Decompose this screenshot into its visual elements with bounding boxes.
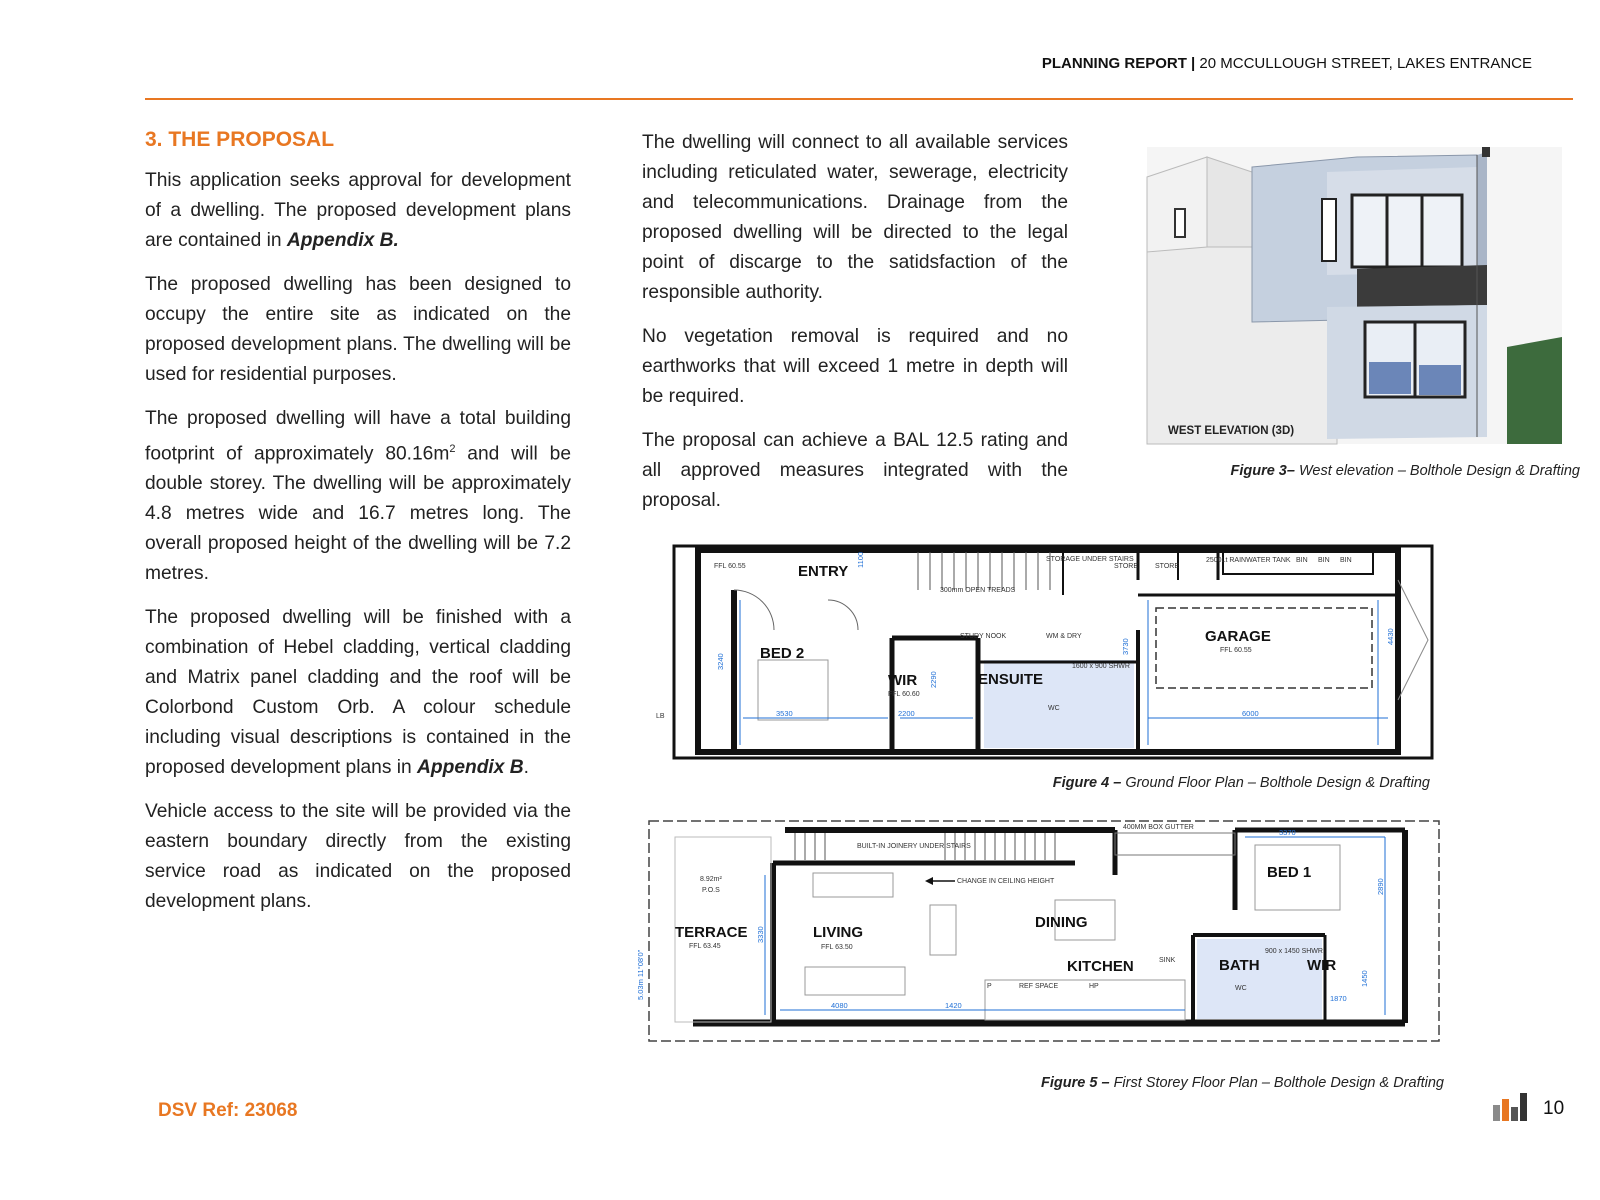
paragraph-bal-rating: The proposal can achieve a BAL 12.5 rating and all approved measures integrated with the proposal.: [642, 430, 1068, 511]
west-elevation-image: [1147, 147, 1562, 444]
bar-chart-logo-icon: [1493, 1093, 1529, 1121]
room-label-wir-upper: WIR: [1307, 957, 1337, 974]
note-ffl-terrace: FFL 63.45: [689, 943, 721, 950]
paragraph-approval: [145, 166, 571, 256]
dim-3370: 3370: [1279, 828, 1296, 837]
appendix-reference-2: Appendix B: [417, 757, 524, 779]
dim-3330: 3330: [756, 926, 765, 943]
note-shower-upper: 900 x 1450 SHWR: [1265, 948, 1323, 955]
paragraph-vegetation: No vegetation removal is required and no earthworks that will exceed 1 metre in depth will be required.: [642, 326, 1068, 407]
figure5-caption-number: Figure 5 –: [1041, 1075, 1110, 1091]
elevation-label: WEST ELEVATION (3D): [1168, 425, 1295, 437]
figure3-caption: [1230, 463, 1580, 479]
page-number: 10: [1543, 1098, 1565, 1119]
note-store-2: STORE: [1155, 563, 1179, 570]
room-label-bed1: BED 1: [1267, 864, 1312, 881]
note-pos: P.O.S: [702, 887, 720, 894]
note-open-treads: 300mm OPEN TREADS: [940, 587, 1016, 594]
note-bin-1: BIN: [1296, 557, 1308, 564]
finishes-text: The proposed dwelling will be finished with a combination of Hebel cladding, vertical cladding and Matrix panel cladding and the roof will be Colorbond Custom Orb. A colour schedule including visual descriptions is contained in the proposed development plans in: [145, 607, 571, 779]
footprint-superscript: 2: [449, 443, 456, 455]
dim-6000: 6000: [1242, 709, 1259, 718]
dim-3530: 3530: [776, 709, 793, 718]
paragraph-vehicle-access: Vehicle access to the site will be provided via the eastern boundary directly from the existing service road as indicated on the proposed development plans.: [145, 801, 571, 913]
room-label-living: LIVING: [813, 924, 864, 941]
footprint-text-a: The proposed dwelling will have a total building footprint of approximately 80.16m: [145, 408, 571, 465]
room-label-bed2: BED 2: [760, 645, 805, 662]
note-ref-space: REF SPACE: [1019, 983, 1059, 990]
room-label-ensuite: ENSUITE: [978, 671, 1044, 688]
note-pos-area: 8.92m²: [700, 876, 722, 883]
note-wc: WC: [1048, 705, 1060, 712]
note-shower: 1600 x 900 SHWR: [1072, 663, 1130, 670]
paragraph-site-occupation: The proposed dwelling has been designed to occupy the entire site as indicated on the proposed development plans. The dwelling will be used for residential purposes.: [145, 274, 571, 385]
note-box-gutter: 400MM BOX GUTTER: [1123, 824, 1194, 831]
header-address: 20 MCCULLOUGH STREET, LAKES ENTRANCE: [1199, 55, 1532, 72]
first-storey-floor-plan: [636, 815, 1455, 1060]
room-label-wir: WIR: [888, 672, 918, 689]
note-ceiling-height: CHANGE IN CEILING HEIGHT: [957, 878, 1055, 885]
figure4-caption: [1053, 775, 1430, 791]
dim-4430: 4430: [1386, 628, 1395, 645]
dim-1450: 1450: [1360, 970, 1369, 987]
west-elevation-drawing: [1147, 147, 1562, 444]
dim-4080: 4080: [831, 1001, 848, 1010]
figure4-caption-number: Figure 4 –: [1052, 775, 1122, 791]
ground-floor-plan-drawing: [656, 540, 1448, 765]
figure4-caption-text: Ground Floor Plan – Bolthole Design & Drafting: [1121, 775, 1430, 791]
note-ffl-entry: FFL 60.55: [714, 563, 746, 570]
room-label-garage: GARAGE: [1205, 628, 1271, 645]
paragraph-approval-text: This application seeks approval for development of a dwelling. The proposed development plans are contained in: [145, 170, 571, 251]
room-label-entry: ENTRY: [798, 563, 849, 580]
figure3-caption-text: West elevation – Bolthole Design & Drafting: [1294, 463, 1580, 479]
note-study-nook: STUDY NOOK: [960, 633, 1007, 640]
note-wm-dry: WM & DRY: [1046, 633, 1082, 640]
ground-floor-plan: [656, 540, 1448, 765]
paragraph-services: The dwelling will connect to all available services including reticulated water, sewerage, electricity and telecommunications. Drainage from the proposed dwelling will be directed to the legal point of discarge to the satidsfaction of the responsible authority.: [642, 132, 1068, 303]
dsv-reference: DSV Ref: 23068: [158, 1100, 298, 1121]
figure3-caption-number: Figure 3–: [1230, 463, 1295, 479]
room-label-bath: BATH: [1219, 957, 1260, 974]
header-divider: [145, 98, 1573, 100]
dim-1100: 1100: [856, 551, 865, 568]
dim-2890: 2890: [1376, 878, 1385, 895]
room-label-terrace: TERRACE: [675, 924, 748, 941]
paragraph-footprint: [145, 404, 571, 589]
note-built-in-joinery: BUILT-IN JOINERY UNDER STAIRS: [857, 843, 971, 850]
middle-column: [642, 128, 1068, 530]
dim-1870: 1870: [1330, 994, 1347, 1003]
figure5-caption: [1041, 1075, 1444, 1091]
left-column: [145, 128, 571, 931]
paragraph-finishes: [145, 603, 571, 783]
dim-3240: 3240: [716, 653, 725, 670]
note-wc-upper: WC: [1235, 985, 1247, 992]
note-ffl-wir: FFL 60.60: [888, 691, 920, 698]
note-boundary-bearing: 5.03m 11°08'0": [636, 949, 645, 1000]
note-hp: HP: [1089, 983, 1099, 990]
footprint-text-b: and will be double storey. The dwelling will be approximately 4.8 metres wide and 16.7 metres long. The overall proposed height of the dwelling will be 7.2 metres.: [145, 443, 571, 585]
first-storey-floor-plan-drawing: [636, 815, 1455, 1060]
appendix-reference: Appendix B.: [286, 230, 399, 251]
note-store-1: STORE: [1114, 563, 1138, 570]
room-label-dining: DINING: [1035, 914, 1088, 931]
note-pantry: P: [987, 983, 992, 990]
dim-2200: 2200: [898, 709, 915, 718]
room-label-kitchen: KITCHEN: [1067, 958, 1134, 975]
dim-1420: 1420: [945, 1001, 962, 1010]
dim-3730: 3730: [1121, 638, 1130, 655]
finishes-end: .: [523, 757, 529, 779]
note-ffl-living: FFL 63.50: [821, 944, 853, 951]
note-rainwater-tank: 2500Lt RAINWATER TANK: [1206, 557, 1291, 564]
note-storage: STORAGE UNDER STAIRS: [1046, 556, 1134, 563]
note-sink: SINK: [1159, 957, 1176, 964]
page-header: [1042, 55, 1532, 72]
header-report-label: PLANNING REPORT |: [1041, 55, 1196, 72]
dim-2290: 2290: [929, 671, 938, 688]
note-lb: LB: [656, 713, 665, 720]
note-bin-2: BIN: [1318, 557, 1330, 564]
note-bin-3: BIN: [1340, 557, 1352, 564]
note-ffl-garage: FFL 60.55: [1220, 647, 1252, 654]
section-title: 3. THE PROPOSAL: [145, 128, 335, 151]
figure5-caption-text: First Storey Floor Plan – Bolthole Design & Drafting: [1109, 1075, 1444, 1091]
